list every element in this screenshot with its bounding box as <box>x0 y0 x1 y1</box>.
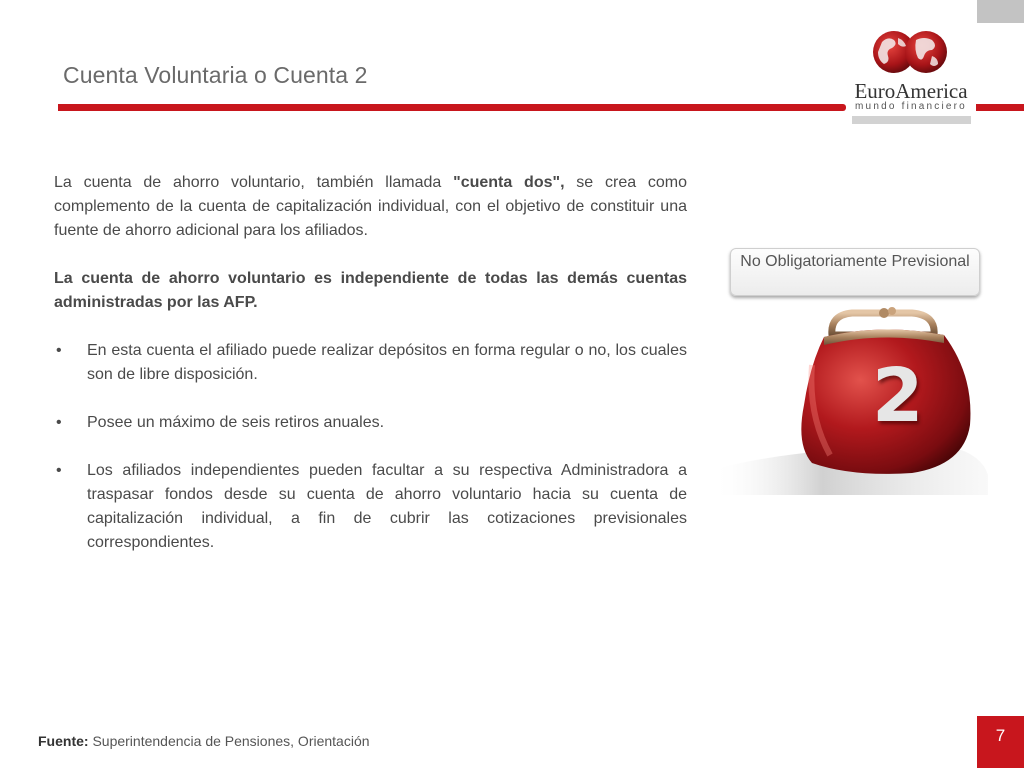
source-footer <box>38 733 370 749</box>
source-text: Superintendencia de Pensiones, Orientación <box>88 733 370 749</box>
title-divider-right <box>976 104 1024 111</box>
bullet-text: Posee un máximo de seis retiros anuales. <box>87 414 385 431</box>
title-divider <box>58 104 846 111</box>
logo-tagline: mundo financiero <box>855 101 967 112</box>
coin-purse-illustration <box>712 305 988 495</box>
euroamerica-logo <box>848 28 974 126</box>
intro-highlight: "cuenta dos", <box>453 174 565 191</box>
bullet-item <box>54 411 687 435</box>
bullet-dot: • <box>56 414 62 431</box>
red-coin-purse-icon <box>712 305 988 495</box>
slide-body <box>54 171 687 555</box>
bullet-dot: • <box>56 342 62 359</box>
bullet-item <box>54 339 687 387</box>
purse-number: 2 <box>872 353 924 439</box>
bullet-dot: • <box>56 462 62 479</box>
corner-decoration <box>977 0 1024 23</box>
intro-text-end: se crea como complemento de la cuenta de capitalización individual, con el objetivo de constituir una fuente de ahorro adicional para los afiliados. <box>54 174 688 239</box>
logo-underbar <box>852 116 971 124</box>
account-type-label: No Obligatoriamente Previsional <box>730 248 980 296</box>
key-statement: La cuenta de ahorro voluntario es independiente de todas las demás cuentas administradas por las AFP. <box>54 270 687 311</box>
logo-name: EuroAmerica <box>854 79 968 103</box>
source-label: Fuente: <box>38 733 89 749</box>
intro-text-start: La cuenta de ahorro voluntario, también llamada <box>54 174 454 191</box>
bullet-item <box>54 459 687 555</box>
bullet-text: Los afiliados independientes pueden facultar a su respectiva Administradora a traspasar fondos desde su cuenta de ahorro voluntario hacia su cuenta de capitalización individual, a fin de cubrir las cotizaciones previsionales correspondientes. <box>87 462 687 551</box>
page-number: 7 <box>977 716 1024 768</box>
bullet-text: En esta cuenta el afiliado puede realizar depósitos en forma regular o no, los cuales son de libre disposición. <box>87 342 687 383</box>
intro-paragraph <box>54 171 687 243</box>
twin-globes-logo-icon <box>870 28 950 78</box>
slide-title: Cuenta Voluntaria o Cuenta 2 <box>63 62 368 88</box>
